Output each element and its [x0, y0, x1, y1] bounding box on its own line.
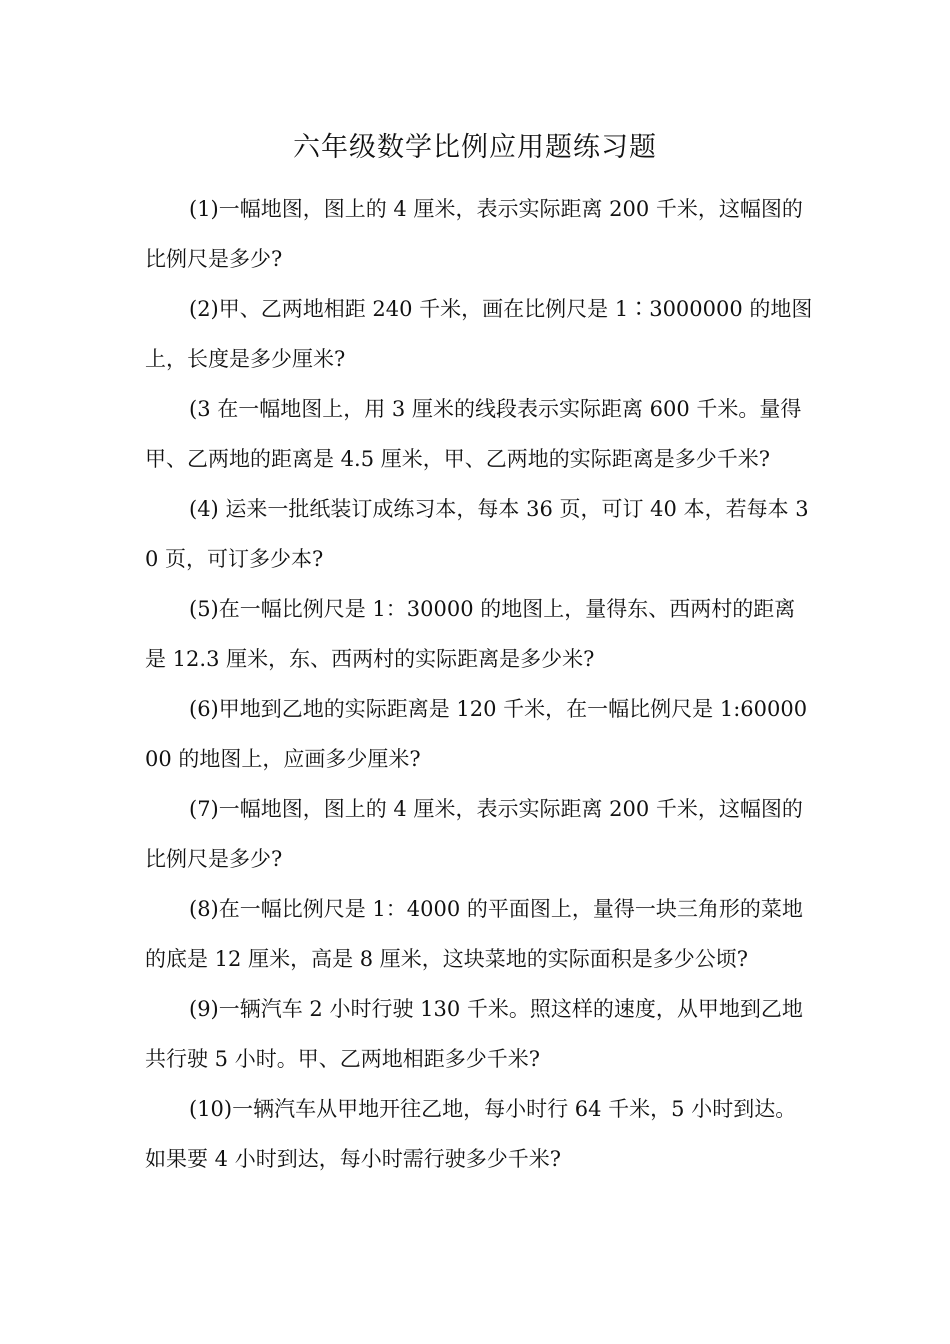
document-title: 六年级数学比例应用题练习题: [293, 132, 657, 163]
problem-7: (7)一幅地图，图上的 4 厘米，表示实际距离 200 千米，这幅图的比例尺是多少?: [145, 797, 803, 871]
problem-8: (8)在一幅比例尺是 1：4000 的平面图上，量得一块三角形的菜地的底是 12 厘米，高是 8 厘米，这块菜地的实际面积是多少公顷?: [145, 897, 803, 971]
problem-10: (10)一辆汽车从甲地开往乙地，每小时行 64 千米，5 小时到达。如果要 4 小时到达，每小时需行驶多少千米?: [145, 1097, 797, 1171]
problem-4: (4) 运来一批纸装订成练习本，每本 36 页，可订 40 本，若每本 30 页，可订多少本?: [145, 497, 809, 571]
problem-list: [145, 184, 813, 1184]
problem-3: (3 在一幅地图上，用 3 厘米的线段表示实际距离 600 千米。量得甲、乙两地的距离是 4.5 厘米，甲、乙两地的实际距离是多少千米?: [145, 397, 802, 471]
problem-5: (5)在一幅比例尺是 1：30000 的地图上，量得东、西两村的距离是 12.3 厘米，东、西两村的实际距离是多少米?: [145, 597, 796, 671]
problem-6: (6)甲地到乙地的实际距离是 120 千米，在一幅比例尺是 1:6000000 的地图上，应画多少厘米?: [145, 697, 808, 771]
problem-9: (9)一辆汽车 2 小时行驶 130 千米。照这样的速度，从甲地到乙地共行驶 5 小时。甲、乙两地相距多少千米?: [145, 997, 803, 1071]
problem-2: (2)甲、乙两地相距 240 千米，画在比例尺是 1∶3000000 的地图上，长度是多少厘米?: [145, 297, 813, 371]
problem-1: (1)一幅地图，图上的 4 厘米，表示实际距离 200 千米，这幅图的比例尺是多少?: [145, 197, 803, 271]
